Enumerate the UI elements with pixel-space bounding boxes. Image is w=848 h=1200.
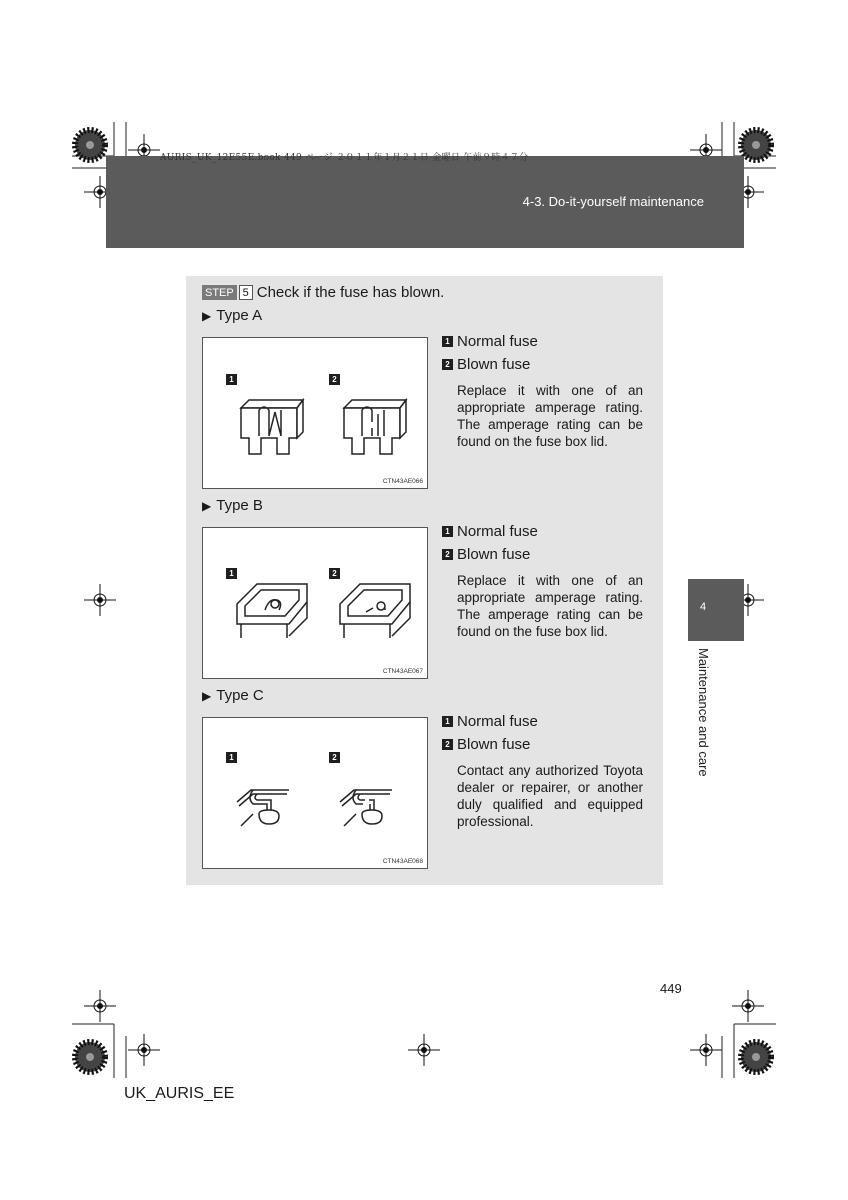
type-a-figure xyxy=(202,337,428,489)
description-text: Replace it with one of an appropriate amperage rating. The amperage rating can be found on the fuse box lid. xyxy=(457,573,643,639)
step-text: Check if the fuse has blown. xyxy=(256,284,445,301)
type-title: Type A xyxy=(216,307,263,324)
description-text: Replace it with one of an appropriate amperage rating. The amperage rating can be found on the fuse box lid. xyxy=(457,383,643,449)
type-b-figure xyxy=(202,527,428,679)
type-title: Type B xyxy=(216,497,263,514)
type-c-heading xyxy=(202,687,264,704)
figure-label: 1 xyxy=(226,568,237,579)
triangle-bullet-icon: ▶ xyxy=(202,308,212,323)
list-item: 2 Blown fuse xyxy=(442,353,643,376)
figure-code: CTN43AE067 xyxy=(382,668,423,675)
triangle-bullet-icon: ▶ xyxy=(202,688,212,703)
figure-label: 2 xyxy=(329,568,340,579)
type-b-heading xyxy=(202,497,263,514)
list-item: 2 Blown fuse xyxy=(442,733,643,756)
section-title: 4-3. Do-it-yourself maintenance xyxy=(522,194,704,209)
chapter-label: Maintenance and care xyxy=(696,648,711,777)
type-a-heading xyxy=(202,307,262,324)
type-title: Type C xyxy=(216,687,264,704)
step-heading xyxy=(202,284,444,301)
strip-fuse-illustration xyxy=(203,718,429,870)
type-b-description xyxy=(442,520,643,640)
list-item: 1 Normal fuse xyxy=(442,330,643,353)
triangle-bullet-icon: ▶ xyxy=(202,498,212,513)
figure-code: CTN43AE068 xyxy=(382,858,423,865)
chapter-tab xyxy=(688,579,744,641)
page-number: 449 xyxy=(660,981,682,996)
figure-label: 2 xyxy=(329,374,340,385)
type-c-figure xyxy=(202,717,428,869)
figure-code: CTN43AE066 xyxy=(382,478,423,485)
cartridge-fuse-illustration xyxy=(203,528,429,680)
figure-label: 1 xyxy=(226,374,237,385)
step-number: 5 xyxy=(239,285,253,300)
description-text: Contact any authorized Toyota dealer or repairer, or another duly qualified and equipped professional. xyxy=(457,763,643,829)
step-badge: STEP xyxy=(202,285,237,300)
print-info: AURIS_UK_12E55E.book 449 ページ ２０１１年１月２１日 金曜日 午前９時４７分 xyxy=(160,153,529,163)
figure-label: 2 xyxy=(329,752,340,763)
list-item: 1 Normal fuse xyxy=(442,520,643,543)
type-c-description xyxy=(442,710,643,830)
blade-fuse-illustration xyxy=(203,338,429,490)
footer-code: UK_AURIS_EE xyxy=(124,1085,235,1102)
list-item: 2 Blown fuse xyxy=(442,543,643,566)
figure-label: 1 xyxy=(226,752,237,763)
chapter-number: 4 xyxy=(700,601,707,613)
header-band xyxy=(106,156,744,248)
type-a-description xyxy=(442,330,643,450)
list-item: 1 Normal fuse xyxy=(442,710,643,733)
